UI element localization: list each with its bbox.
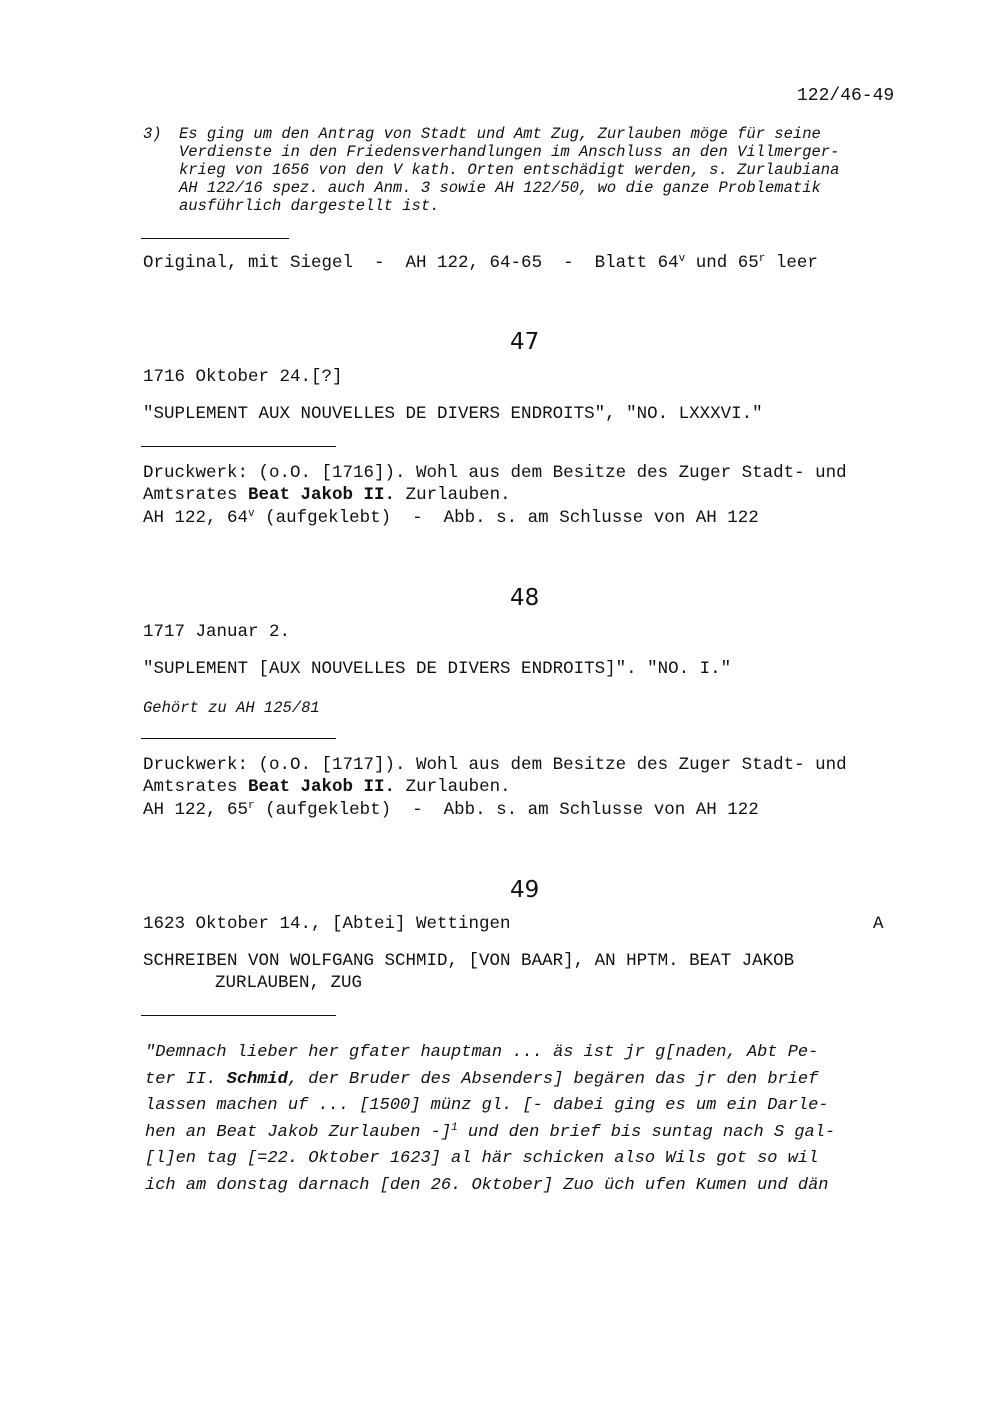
source-text: Original, mit Siegel - AH 122, 64-65 - Blatt 64 (143, 253, 679, 273)
verso-mark: v (248, 508, 255, 520)
footnote-line: ausführlich dargestellt ist. (179, 197, 440, 215)
text: Zurlauben. (395, 485, 511, 505)
footnote-3 (143, 125, 839, 215)
entry47-title: "SUPLEMENT AUX NOUVELLES DE DIVERS ENDROITS", "NO. LXXXVI." (143, 404, 763, 424)
verso-mark: v (678, 253, 686, 265)
text: ter II. (145, 1069, 227, 1089)
person-name: Beat Jakob II. (248, 777, 396, 797)
entry49-date: 1623 Oktober 14., [Abtei] Wettingen (143, 914, 511, 934)
footnote-number: 3) (143, 125, 162, 143)
quote-line: [l]en tag [=22. Oktober 1623] al här schicken also Wils got so wil (145, 1149, 819, 1168)
text: und den brief bis suntag nach S gal- (457, 1122, 836, 1142)
recto-mark: r (248, 800, 255, 812)
entry49-title-line: SCHREIBEN VON WOLFGANG SCHMID, [VON BAAR], AN HPTM. BEAT JAKOB (143, 951, 795, 971)
person-name: Beat Jakob II. (248, 485, 396, 505)
entry-number-49: 49 (510, 877, 540, 903)
source-text: und 65 (685, 253, 759, 273)
entry-number-48: 48 (510, 585, 540, 611)
text: Amtsrates (143, 485, 249, 505)
separator-rule (141, 738, 336, 739)
entry49-quote (145, 1040, 835, 1199)
text: (aufgeklebt) - Abb. s. am Schlusse von AH 122 (254, 800, 759, 820)
entry48-date: 1717 Januar 2. (143, 622, 291, 642)
footnote-line: krieg von 1656 von den V kath. Orten entschädigt werden, s. Zurlaubiana (179, 161, 840, 179)
entry47-print-line (143, 485, 511, 505)
entry49-type-letter: A (873, 914, 884, 934)
footnote-line: Verdienste in den Friedensverhandlungen im Anschluss an den Villmerger- (179, 143, 840, 161)
entry49-title-line: ZURLAUBEN, ZUG (215, 973, 363, 993)
entry48-location (143, 800, 759, 820)
footnote-ref: 1 (451, 1121, 458, 1134)
separator-rule (141, 238, 289, 239)
text: Zurlauben. (395, 777, 511, 797)
source-text: leer (765, 253, 818, 273)
quote-line (145, 1120, 835, 1147)
page-reference: 122/46-49 (797, 86, 895, 106)
entry48-print-line: Druckwerk: (o.O. [1717]). Wohl aus dem Besitze des Zuger Stadt- und (143, 755, 847, 775)
quote-line: lassen machen uf ... [1500] münz gl. [- dabei ging es um ein Darle- (145, 1096, 829, 1115)
text: AH 122, 65 (143, 800, 249, 820)
separator-rule (141, 446, 336, 447)
text: (aufgeklebt) - Abb. s. am Schlusse von AH 122 (254, 508, 759, 528)
quote-line: ich am donstag darnach [den 26. Oktober] Zuo üch ufen Kumen und dän (145, 1175, 829, 1195)
footnote-line: Es ging um den Antrag von Stadt und Amt Zug, Zurlauben möge für seine (179, 125, 821, 143)
entry47-location (143, 508, 759, 528)
entry48-title: "SUPLEMENT [AUX NOUVELLES DE DIVERS ENDROITS]". "NO. I." (143, 659, 732, 679)
entry48-note: Gehört zu AH 125/81 (143, 699, 320, 717)
entry47-print-line: Druckwerk: (o.O. [1716]). Wohl aus dem Besitze des Zuger Stadt- und (143, 463, 847, 483)
text: hen an Beat Jakob Zurlauben -] (145, 1122, 452, 1142)
text: AH 122, 64 (143, 508, 249, 528)
text: Amtsrates (143, 777, 249, 797)
recto-mark: r (758, 253, 766, 265)
quote-line (145, 1067, 835, 1094)
text: , der Bruder des Absenders] begären das jr den brief (287, 1069, 819, 1089)
entry47-date: 1716 Oktober 24.[?] (143, 367, 343, 387)
separator-rule (141, 1015, 336, 1016)
quote-line: "Demnach lieber her gfater hauptman ... äs ist jr g[naden, Abt Pe- (145, 1043, 819, 1062)
entry46-source-line (143, 253, 818, 273)
entry48-print-line (143, 777, 511, 797)
entry-number-47: 47 (510, 329, 540, 355)
footnote-line: AH 122/16 spez. auch Anm. 3 sowie AH 122/50, wo die ganze Problematik (179, 179, 821, 197)
person-name: Schmid (226, 1069, 288, 1089)
